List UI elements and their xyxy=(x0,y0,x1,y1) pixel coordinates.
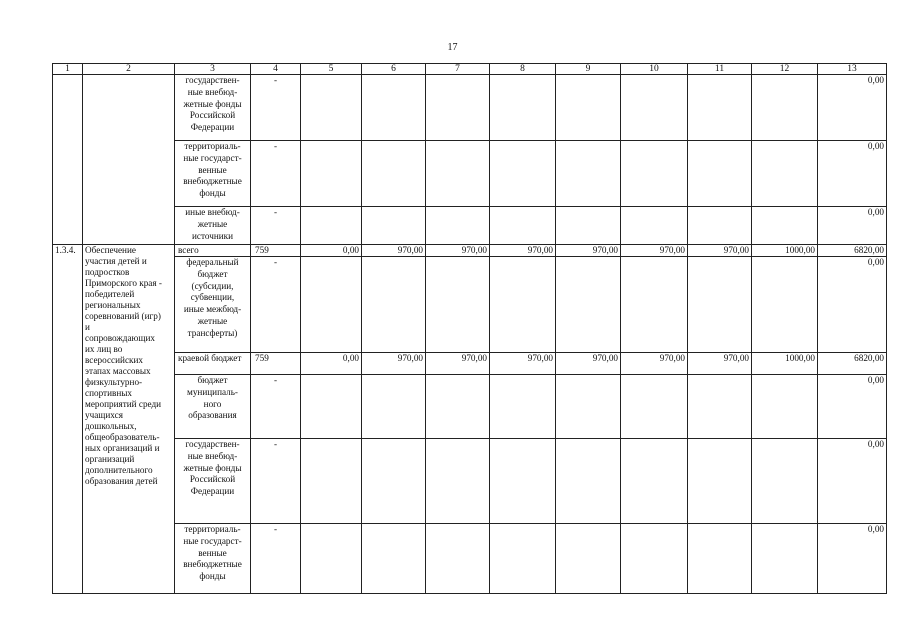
code-cell xyxy=(53,75,83,245)
value-cell xyxy=(556,75,621,141)
header-cell: 4 xyxy=(251,64,301,75)
item-code: 1.3.4. xyxy=(53,245,83,594)
table-row xyxy=(53,75,887,141)
total-cell: 6820,00 xyxy=(818,245,887,257)
value-cell xyxy=(688,207,752,245)
funding-source-cell: краевой бюджет xyxy=(175,353,251,375)
value-cell xyxy=(688,257,752,353)
value-cell xyxy=(556,375,621,439)
value-cell: 0,00 xyxy=(301,353,362,375)
header-cell: 1 xyxy=(53,64,83,75)
value-cell xyxy=(426,207,490,245)
value-cell xyxy=(752,207,818,245)
value-cell: 0,00 xyxy=(301,245,362,257)
header-cell: 8 xyxy=(490,64,556,75)
value-cell xyxy=(426,439,490,524)
value-cell xyxy=(752,257,818,353)
table-row xyxy=(53,439,887,524)
value-cell xyxy=(301,75,362,141)
value-cell xyxy=(490,141,556,207)
table-row xyxy=(53,524,887,594)
value-cell xyxy=(621,141,688,207)
value-cell xyxy=(490,257,556,353)
table-row xyxy=(53,245,887,257)
value-cell xyxy=(426,257,490,353)
funding-source-cell: федеральный бюджет (субсидии, субвенции, иные межбюд- жетные трансферты) xyxy=(175,257,251,353)
value-cell xyxy=(426,375,490,439)
value-cell xyxy=(490,439,556,524)
table-row xyxy=(53,257,887,353)
value-cell xyxy=(362,439,426,524)
total-cell: 0,00 xyxy=(818,141,887,207)
value-cell xyxy=(752,75,818,141)
header-row xyxy=(53,64,887,75)
value-cell xyxy=(752,141,818,207)
funding-source-cell: территориаль- ные государст- венные внебюджетные фонды xyxy=(175,524,251,594)
value-cell xyxy=(490,375,556,439)
value-cell xyxy=(752,439,818,524)
funding-source-cell: территориаль- ные государст- венные внебюджетные фонды xyxy=(175,141,251,207)
value-cell: 1000,00 xyxy=(752,353,818,375)
header-cell: 10 xyxy=(621,64,688,75)
value-cell xyxy=(556,141,621,207)
value-cell: 970,00 xyxy=(621,245,688,257)
funding-source-cell: всего xyxy=(175,245,251,257)
funding-source-cell: бюджет муниципаль- ного образования xyxy=(175,375,251,439)
value-cell xyxy=(362,75,426,141)
value-cell xyxy=(556,257,621,353)
value-cell xyxy=(362,207,426,245)
indicator-cell: 759 xyxy=(251,353,301,375)
total-cell: 0,00 xyxy=(818,75,887,141)
value-cell xyxy=(556,207,621,245)
header-cell: 9 xyxy=(556,64,621,75)
value-cell: 970,00 xyxy=(556,353,621,375)
budget-table xyxy=(52,63,887,594)
value-cell: 970,00 xyxy=(426,245,490,257)
value-cell xyxy=(301,257,362,353)
value-cell xyxy=(688,375,752,439)
value-cell: 970,00 xyxy=(688,245,752,257)
value-cell xyxy=(752,375,818,439)
indicator-cell: - xyxy=(251,524,301,594)
header-cell: 11 xyxy=(688,64,752,75)
indicator-cell: - xyxy=(251,75,301,141)
value-cell xyxy=(490,75,556,141)
value-cell: 970,00 xyxy=(362,245,426,257)
value-cell xyxy=(490,207,556,245)
table-row xyxy=(53,353,887,375)
table-row xyxy=(53,207,887,245)
page-number: 17 xyxy=(447,42,458,53)
value-cell: 970,00 xyxy=(426,353,490,375)
indicator-cell: - xyxy=(251,439,301,524)
value-cell xyxy=(490,524,556,594)
value-cell: 970,00 xyxy=(621,353,688,375)
total-cell: 0,00 xyxy=(818,207,887,245)
indicator-cell: - xyxy=(251,207,301,245)
header-cell: 7 xyxy=(426,64,490,75)
value-cell xyxy=(621,439,688,524)
total-cell: 0,00 xyxy=(818,524,887,594)
value-cell xyxy=(426,141,490,207)
header-cell: 3 xyxy=(175,64,251,75)
value-cell xyxy=(301,439,362,524)
funding-source-cell: государствен- ные внебюд- жетные фонды Российской Федерации xyxy=(175,75,251,141)
value-cell xyxy=(362,141,426,207)
value-cell: 970,00 xyxy=(556,245,621,257)
item-rows xyxy=(53,245,887,594)
header-cell: 6 xyxy=(362,64,426,75)
total-cell: 0,00 xyxy=(818,439,887,524)
value-cell xyxy=(556,439,621,524)
value-cell xyxy=(621,75,688,141)
funding-source-cell: государствен- ные внебюд- жетные фонды Российской Федерации xyxy=(175,439,251,524)
value-cell: 970,00 xyxy=(362,353,426,375)
value-cell xyxy=(688,141,752,207)
value-cell xyxy=(688,524,752,594)
value-cell xyxy=(301,524,362,594)
value-cell xyxy=(688,439,752,524)
continued-rows xyxy=(53,75,887,245)
indicator-cell: - xyxy=(251,375,301,439)
header-cell: 5 xyxy=(301,64,362,75)
value-cell xyxy=(301,207,362,245)
value-cell: 970,00 xyxy=(490,353,556,375)
indicator-cell: - xyxy=(251,141,301,207)
value-cell xyxy=(752,524,818,594)
value-cell xyxy=(688,75,752,141)
funding-source-cell: иные внебюд- жетные источники xyxy=(175,207,251,245)
header-cell: 2 xyxy=(83,64,175,75)
value-cell xyxy=(426,75,490,141)
value-cell xyxy=(621,207,688,245)
total-cell: 0,00 xyxy=(818,375,887,439)
value-cell xyxy=(301,141,362,207)
value-cell xyxy=(556,524,621,594)
table-row xyxy=(53,375,887,439)
value-cell xyxy=(301,375,362,439)
value-cell xyxy=(426,524,490,594)
header-cell: 12 xyxy=(752,64,818,75)
total-cell: 0,00 xyxy=(818,257,887,353)
value-cell xyxy=(621,375,688,439)
indicator-cell: 759 xyxy=(251,245,301,257)
value-cell xyxy=(362,524,426,594)
header-cell: 13 xyxy=(818,64,887,75)
name-cell xyxy=(83,75,175,245)
value-cell: 970,00 xyxy=(490,245,556,257)
total-cell: 6820,00 xyxy=(818,353,887,375)
indicator-cell: - xyxy=(251,257,301,353)
value-cell: 970,00 xyxy=(688,353,752,375)
value-cell xyxy=(362,375,426,439)
value-cell: 1000,00 xyxy=(752,245,818,257)
item-name: Обеспечение участия детей и подростков Приморского края - победителей региональных соревнований (игр) и сопровождающих их лиц во всероссийских этапах массовых физкультурно- спортивных мероприятий среди учащихся дошкольных, общеобразователь- ных организаций и организаций дополнительного образования детей xyxy=(83,245,175,594)
value-cell xyxy=(362,257,426,353)
value-cell xyxy=(621,524,688,594)
table-row xyxy=(53,141,887,207)
value-cell xyxy=(621,257,688,353)
